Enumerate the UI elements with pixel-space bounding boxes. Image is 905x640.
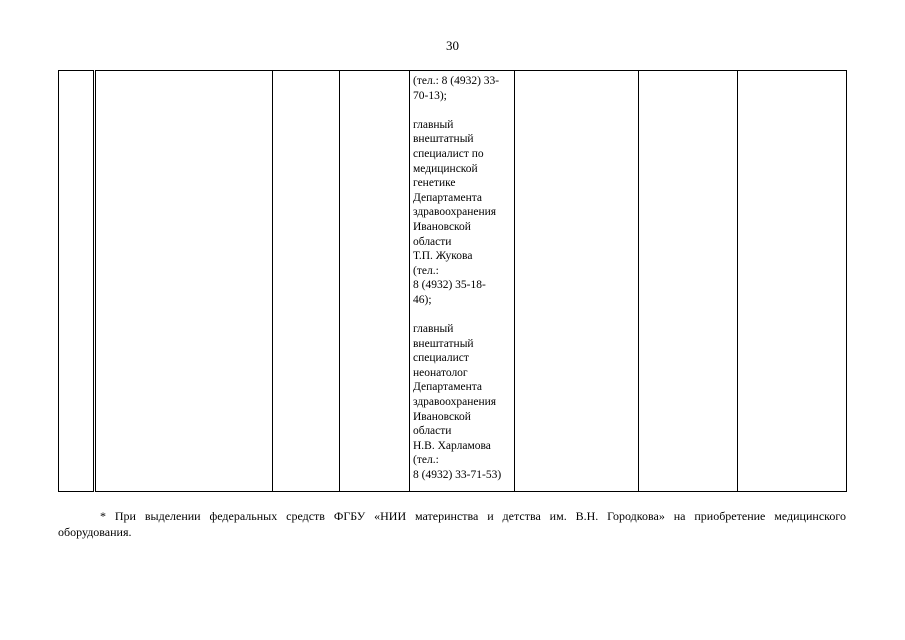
blank-line [413,308,514,323]
contact-lines [410,71,514,483]
contact-line: здравоохранения [413,396,497,409]
table-cell-4 [340,71,410,492]
contact-line: медицинской [413,162,478,175]
contact-line: генетике [413,177,456,190]
contact-line: внештатный [413,133,474,146]
contact-line: Департамента [413,381,483,394]
table-cell-8 [738,71,847,492]
footnote-line-2: оборудования. [58,524,132,539]
contact-line: 8 (4932) 33-71-53) [413,469,502,482]
contact-line: Департамента [413,191,483,204]
contact-line: Ивановской [413,220,471,233]
contact-line: (тел.: [413,454,439,467]
blank-line [413,103,514,118]
contact-line: Ивановской [413,410,471,423]
document-table [58,70,847,492]
page-number: 30 [446,38,459,53]
contact-line: 46); [413,293,432,306]
footnote-line-1: * При выделении федеральных средств ФГБУ «НИИ материнства и детства им. В.Н. Городкова» на приобретение медицинского [100,509,846,523]
table-row [59,71,847,492]
table-cell-3 [273,71,340,492]
contact-line: 8 (4932) 35-18- [413,279,486,292]
footnote [58,509,846,540]
contact-line: 70-13); [413,89,447,102]
table-cell-number [59,71,95,492]
contact-line: области [413,425,452,438]
contact-line: здравоохранения [413,206,497,219]
contact-line: (тел.: 8 (4932) 33- [413,75,500,87]
contact-line: специалист по [413,147,484,160]
contact-line: внештатный [413,337,474,350]
table-cell-contacts [410,71,515,492]
contact-line: Н.В. Харламова [413,439,491,452]
table-cell-name [95,71,273,492]
contact-line: области [413,235,452,248]
contact-line: главный [413,118,454,131]
contact-line: Т.П. Жукова [413,250,473,263]
contact-line: главный [413,323,454,336]
contact-line: неонатолог [413,366,468,379]
contact-line: (тел.: [413,264,439,277]
contact-line: специалист [413,352,469,365]
table-cell-6 [515,71,639,492]
table-cell-7 [639,71,738,492]
